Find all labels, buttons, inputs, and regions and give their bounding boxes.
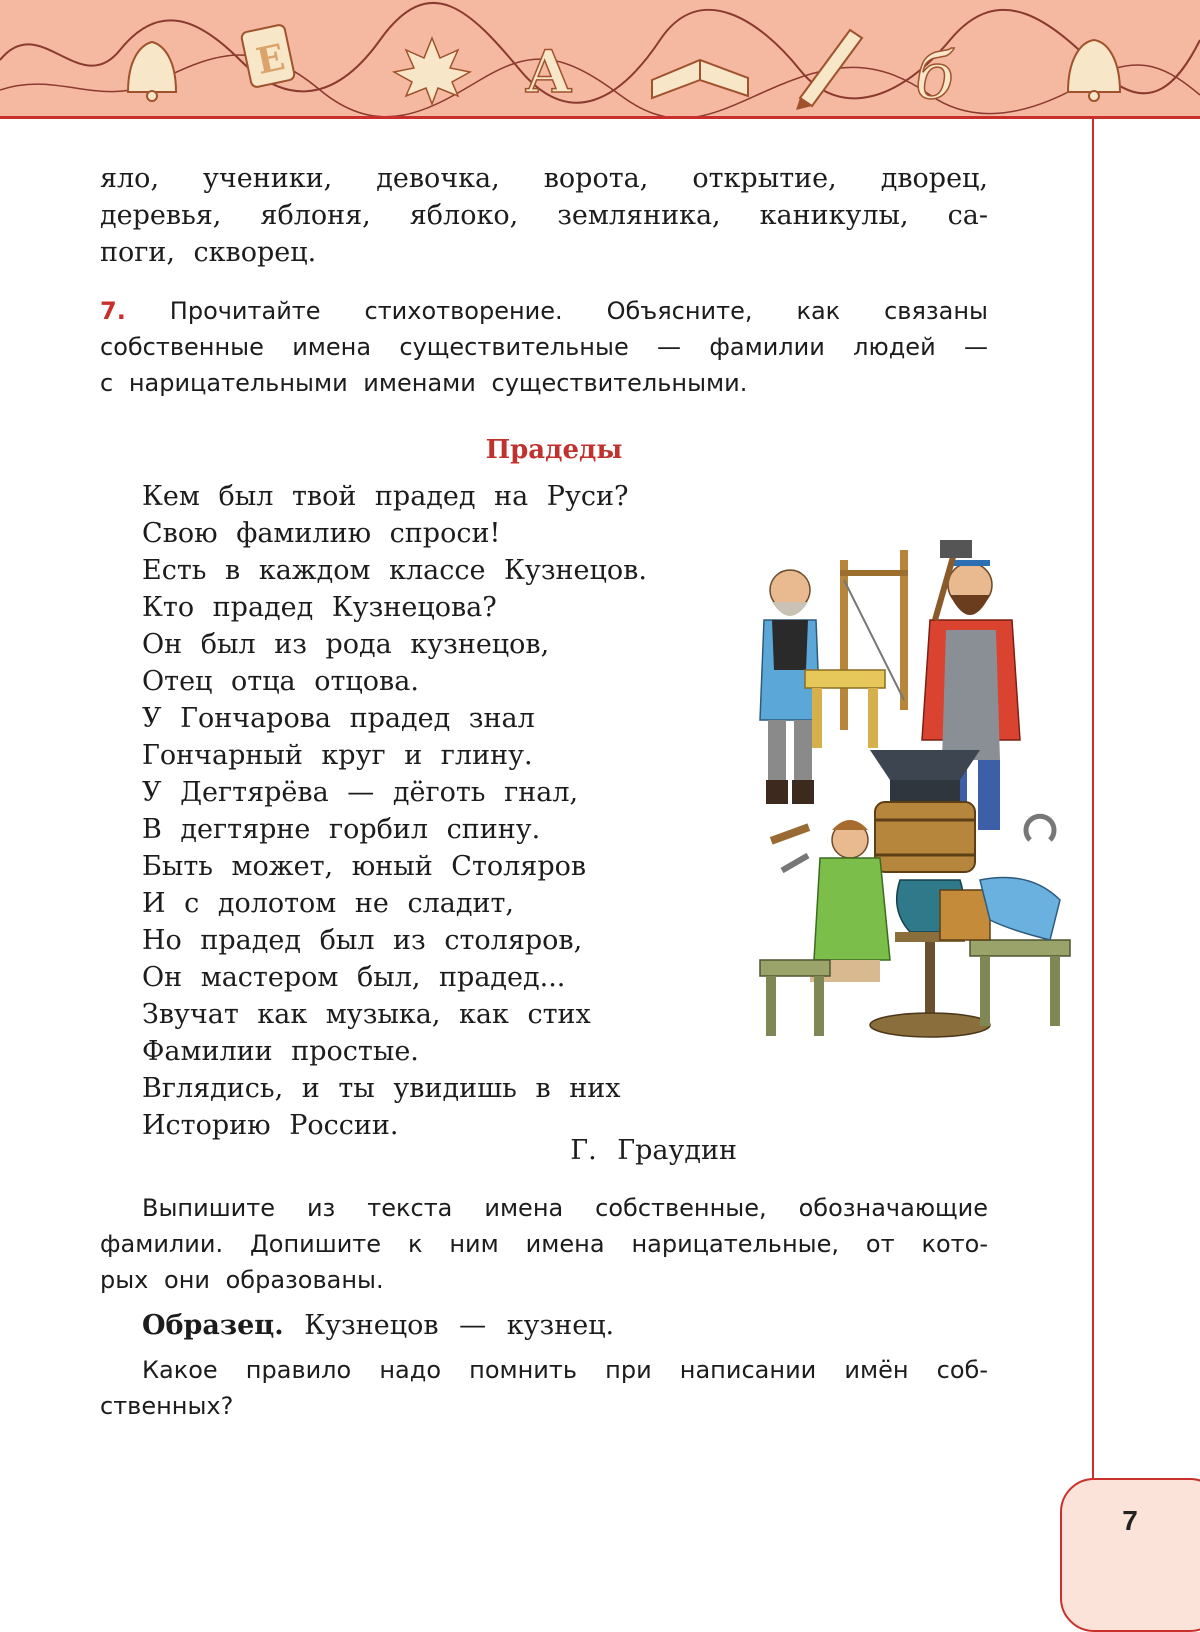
poem-author: Г. Граудин xyxy=(570,1135,737,1166)
svg-text:Е: Е xyxy=(252,36,289,83)
craftsmen-illustration xyxy=(750,540,1080,1045)
poem-line: Кем был твой прадед на Руси? xyxy=(142,481,629,512)
question xyxy=(100,1352,988,1424)
word-list-line: деревья, яблоня, яблоко, земляника, каникулы, са- xyxy=(100,200,988,231)
question-line: Какое правило надо помнить при написании имён соб- xyxy=(142,1356,988,1384)
svg-text:б: б xyxy=(915,40,955,114)
task-line: рых они образованы. xyxy=(100,1266,384,1294)
maple-leaf-icon xyxy=(394,38,470,104)
word-list-line: яло, ученики, девочка, ворота, открытие, дворец, xyxy=(100,163,988,194)
header-ornament xyxy=(0,0,1200,116)
sample-label: Образец. xyxy=(142,1310,284,1341)
sample-text: Кузнецов — кузнец. xyxy=(304,1310,615,1341)
exercise-text-line: Прочитайте стихотворение. Объясните, как связаны xyxy=(169,297,988,325)
poem-line: Но прадед был из столяров, xyxy=(142,925,583,956)
poem-line: Фамилии простые. xyxy=(142,1036,419,1067)
svg-text:А: А xyxy=(525,38,573,106)
poem-line: Вглядись, и ты увидишь в них xyxy=(142,1073,621,1104)
page-number: 7 xyxy=(1122,1505,1138,1536)
anvil-illustration xyxy=(870,750,980,872)
task-line: Выпишите из текста имена собственные, обозначающие xyxy=(142,1194,988,1222)
bell-icon xyxy=(128,42,176,101)
poem xyxy=(142,478,742,1144)
margin-line xyxy=(1092,119,1094,1501)
exercise-text-line: с нарицательными именами существительными. xyxy=(100,369,748,397)
poem-line: Звучат как музыка, как стих xyxy=(142,999,591,1030)
poem-line: У Гончарова прадед знал xyxy=(142,703,535,734)
bell-icon xyxy=(1068,40,1120,101)
task-instructions xyxy=(100,1190,988,1298)
open-book-icon xyxy=(652,60,748,98)
task-line: фамилии. Допишите к ним имена нарицательные, от кото- xyxy=(100,1230,988,1258)
word-list xyxy=(100,160,988,271)
exercise-7 xyxy=(100,293,988,401)
exercise-number: 7. xyxy=(100,297,126,325)
poem-line: Быть может, юный Столяров xyxy=(142,851,587,882)
letter-a-icon xyxy=(525,38,572,106)
poem-line: Он был из рода кузнецов, xyxy=(142,629,550,660)
poem-line: И с долотом не сладит, xyxy=(142,888,514,919)
poem-title: Прадеды xyxy=(485,435,623,465)
sample xyxy=(142,1310,842,1341)
header-divider xyxy=(0,116,1200,119)
poem-line: Он мастером был, прадед... xyxy=(142,962,566,993)
letter-b-icon xyxy=(915,40,955,114)
poem-line: Гончарный круг и глину. xyxy=(142,740,533,771)
poem-line: Есть в каждом классе Кузнецов. xyxy=(142,555,647,586)
exercise-text-line: собственные имена существительные — фамилии людей — xyxy=(100,333,988,361)
poem-line: В дегтярне горбил спину. xyxy=(142,814,541,845)
poem-line: Свою фамилию спроси! xyxy=(142,518,501,549)
poem-line: Кто прадед Кузнецова? xyxy=(142,592,497,623)
poem-line: Историю России. xyxy=(142,1110,399,1141)
word-list-line: поги, скворец. xyxy=(100,237,317,268)
poem-line: Отец отца отцова. xyxy=(142,666,419,697)
question-line: ственных? xyxy=(100,1392,234,1420)
page-number-tab xyxy=(1060,1478,1200,1632)
decorative-header xyxy=(0,0,1200,116)
letter-e-icon xyxy=(241,24,296,88)
poem-line: У Дегтярёва — дёготь гнал, xyxy=(142,777,579,808)
